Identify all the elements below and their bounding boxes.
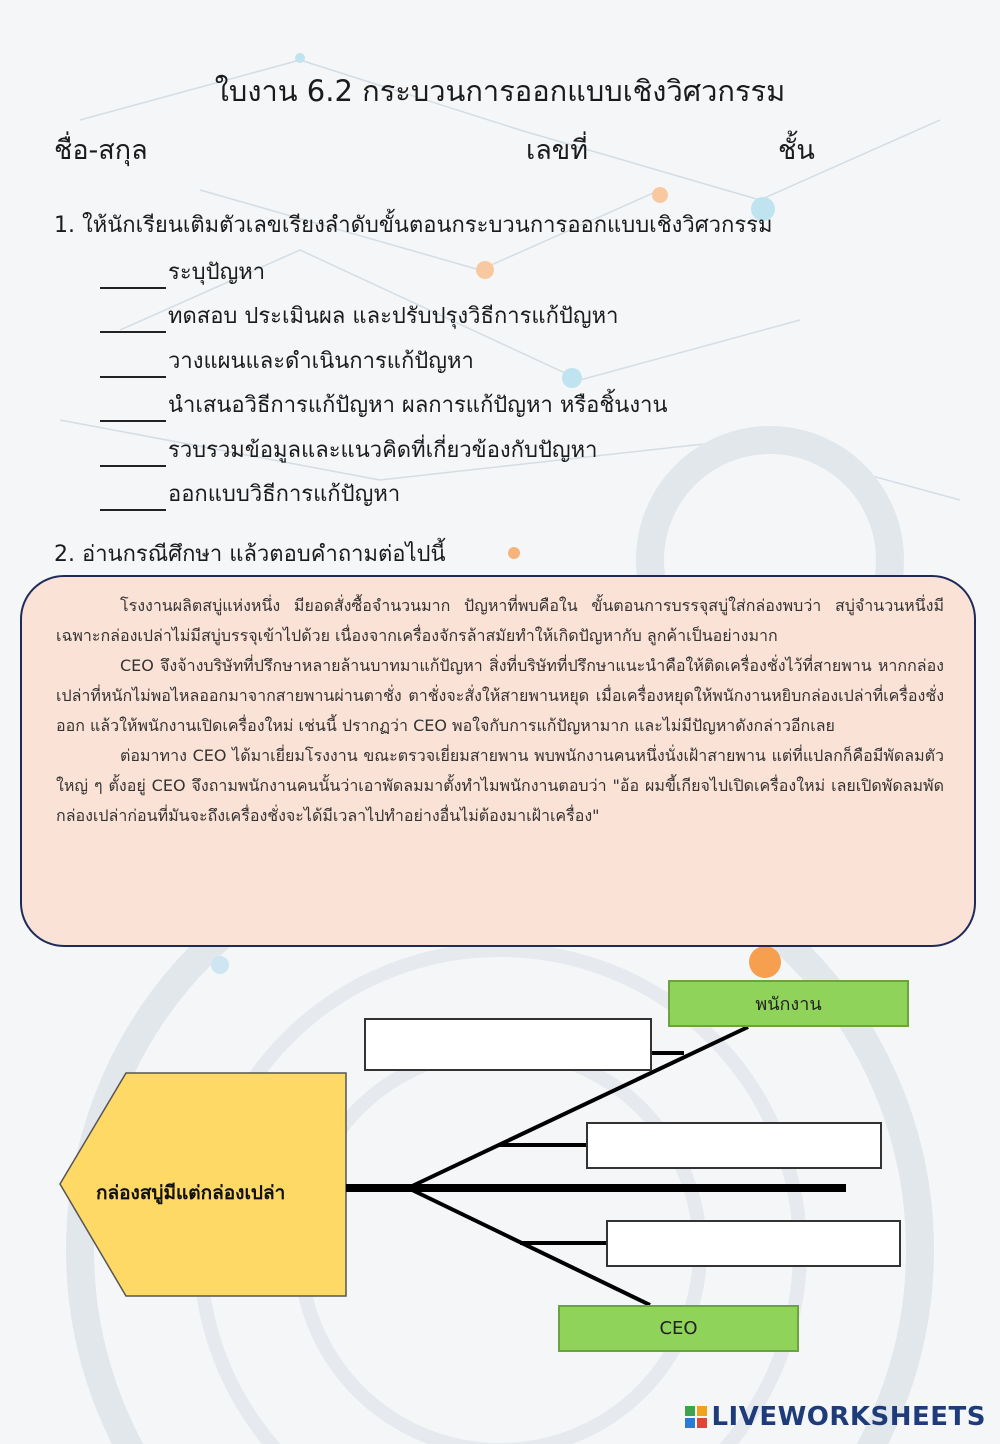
step-label: ทดสอบ ประเมินผล และปรับปรุงวิธีการแก้ปัญหา bbox=[168, 304, 619, 329]
class-label: ชั้น bbox=[778, 135, 815, 166]
order-blank[interactable] bbox=[100, 443, 166, 467]
answer-box-2[interactable] bbox=[586, 1122, 882, 1169]
case-paragraph: โรงงานผลิตสบู่แห่งหนึ่ง มียอดสั่งซื้อจำนวนมาก ปัญหาที่พบคือใน ขั้นตอนการบรรจุสบู่ใส่กล่องพบว่า สบู่จำนวนหนึ่งมีเฉพาะกล่องเปล่าไม่มีสบู่บรรจุเข้าไปด้วย เนื่องจากเครื่องจักรล้าสมัยทำให้เกิดปัญหากับ ลูกค้าเป็นอย่างมาก bbox=[56, 596, 944, 645]
case-paragraph: CEO จึงจ้างบริษัทที่ปรึกษาหลายล้านบาทมาแก้ปัญหา สิ่งที่บริษัทที่ปรึกษาแนะนำคือให้ติดเครื่องชั่งไว้ที่สายพาน หากกล่องเปล่าที่หนักไม่พอไหลออกมาจากสายพานผ่านตาชั่ง ตาชั่งจะสั่งให้สายพานหยุด เมื่อเครื่องหยุดให้พนักงานหยิบกล่องเปล่าที่เครื่องชั่งออก แล้วให้พนักงานเปิดเครื่องใหม่ เช่นนี้ ปรากฏว่า CEO พอใจกับการแก้ปัญหามาก และไม่มีปัญหาดังกล่าวอีกเลย bbox=[56, 656, 944, 735]
order-blank[interactable] bbox=[100, 309, 166, 333]
question1-prompt: 1. ให้นักเรียนเติมตัวเลขเรียงลำดับขั้นตอนกระบวนการออกแบบเชิงวิศวกรรม bbox=[54, 213, 773, 238]
number-label: เลขที่ bbox=[526, 135, 589, 166]
answer-box-1[interactable] bbox=[364, 1018, 652, 1071]
step-row bbox=[100, 476, 400, 511]
step-row bbox=[100, 432, 598, 467]
step-label: รวบรวมข้อมูลและแนวคิดที่เกี่ยวข้องกับปัญหา bbox=[168, 438, 598, 463]
step-label: วางแผนและดำเนินการแก้ปัญหา bbox=[168, 349, 474, 374]
case-paragraph: ต่อมาทาง CEO ได้มาเยี่ยมโรงงาน ขณะตรวจเยี่ยมสายพาน พบพนักงานคนหนึ่งนั่งเฝ้าสายพาน แต่ที่แปลกก็คือมีพัดลมตัวใหญ่ ๆ ตั้งอยู่ CEO จึงถามพนักงานคนนั้นว่าเอาพัดลมมาตั้งทำไมพนักงานตอบว่า "อ้อ ผมขี้เกียจไปเปิดเครื่องใหม่ เลยเปิดพัดลมพัดกล่องเปล่าก่อนที่มันจะถึงเครื่องชั่งจะได้มีเวลาไปทำอย่างอื่นไม่ต้องมาเฝ้าเครื่อง" bbox=[56, 746, 944, 825]
brand-name: LIVEWORKSHEETS bbox=[711, 1402, 986, 1432]
step-label: นำเสนอวิธีการแก้ปัญหา ผลการแก้ปัญหา หรือชิ้นงาน bbox=[168, 393, 668, 418]
order-blank[interactable] bbox=[100, 265, 166, 289]
question2-prompt: 2. อ่านกรณีศึกษา แล้วตอบคำถามต่อไปนี้ bbox=[54, 542, 446, 567]
order-blank[interactable] bbox=[100, 354, 166, 378]
order-blank[interactable] bbox=[100, 398, 166, 422]
step-row bbox=[100, 387, 667, 422]
order-blank[interactable] bbox=[100, 487, 166, 511]
cause-category-ceo: CEO bbox=[558, 1305, 799, 1352]
step-label: ระบุปัญหา bbox=[168, 260, 266, 285]
step-row bbox=[100, 343, 474, 378]
problem-label: กล่องสบู่มีแต่กล่องเปล่า bbox=[96, 1182, 286, 1204]
answer-box-3[interactable] bbox=[606, 1220, 901, 1267]
case-study-box bbox=[20, 575, 976, 947]
name-label: ชื่อ-สกุล bbox=[54, 135, 148, 166]
liveworksheets-icon bbox=[685, 1406, 707, 1428]
step-label: ออกแบบวิธีการแก้ปัญหา bbox=[168, 482, 401, 507]
step-row bbox=[100, 298, 619, 333]
liveworksheets-logo bbox=[685, 1402, 986, 1432]
cause-category-employee: พนักงาน bbox=[668, 980, 909, 1027]
worksheet-title: ใบงาน 6.2 กระบวนการออกแบบเชิงวิศวกรรม bbox=[214, 74, 786, 108]
step-row bbox=[100, 254, 265, 289]
